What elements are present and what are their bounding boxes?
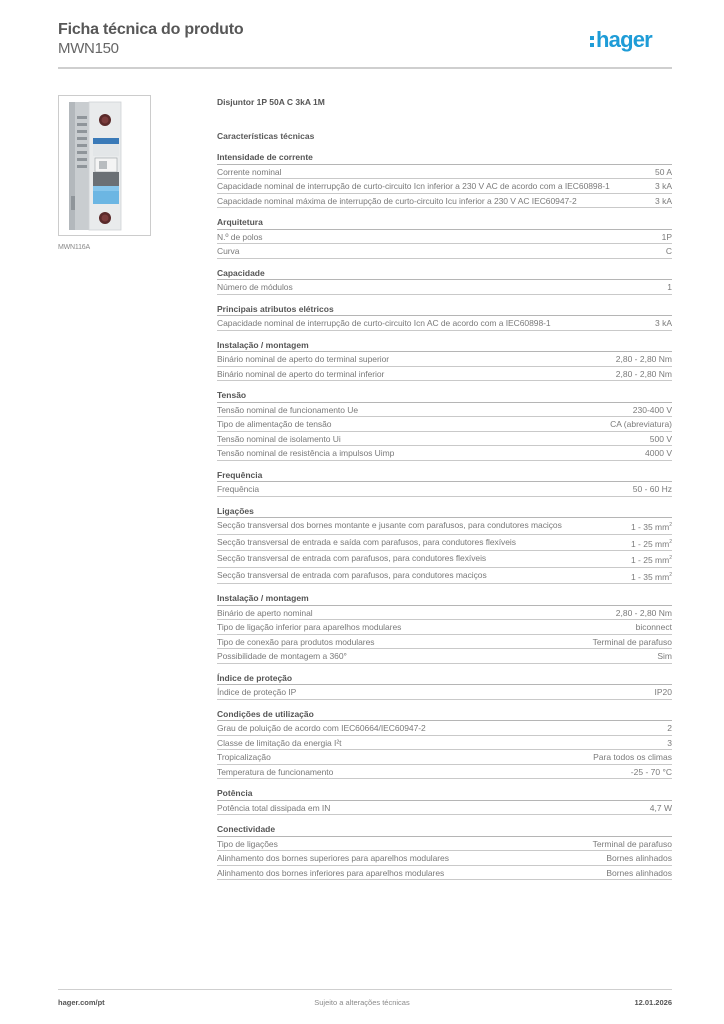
- section-heading: Frequência: [217, 470, 672, 483]
- spec-value-text: 3: [667, 737, 672, 748]
- spec-row: [217, 280, 672, 295]
- spec-row: [217, 551, 672, 568]
- spec-section: [217, 593, 672, 664]
- spec-value: [655, 196, 672, 207]
- header-divider: [58, 67, 672, 69]
- section-heading: Condições de utilização: [217, 709, 672, 722]
- spec-row: [217, 244, 672, 259]
- section-heading: Capacidade: [217, 268, 672, 281]
- spec-value-text: 3 kA: [654, 195, 672, 206]
- spec-value-text: 1 - 35 mm: [630, 522, 670, 532]
- spec-value: [631, 537, 672, 550]
- spec-row: [217, 367, 672, 382]
- spec-row: [217, 765, 672, 780]
- spec-value: [655, 167, 672, 178]
- section-heading: Índice de proteção: [217, 673, 672, 686]
- spec-label: Grau de poluição de acordo com IEC60664/IEC60947-2: [217, 723, 426, 733]
- spec-value: [631, 553, 672, 566]
- spec-label: Índice de proteção IP: [217, 687, 297, 697]
- spec-label: Corrente nominal: [217, 166, 282, 177]
- spec-row: [217, 417, 672, 432]
- spec-value-text: IP20: [654, 687, 672, 697]
- spec-row: [217, 801, 672, 816]
- spec-label: Potência total dissipada em IN: [217, 802, 331, 813]
- spec-value-superscript: 2: [669, 571, 672, 578]
- spec-value-text: 2,80 - 2,80 Nm: [615, 354, 672, 364]
- spec-row: [217, 750, 672, 765]
- spec-value-text: 2,80 - 2,80 Nm: [615, 607, 672, 618]
- spec-value-text: 4,7 W: [649, 802, 672, 813]
- spec-value: [610, 419, 672, 430]
- section-heading: Conectividade: [217, 824, 672, 837]
- spec-value-superscript: 2: [669, 555, 672, 561]
- spec-section: [217, 152, 672, 208]
- spec-value: [593, 839, 672, 850]
- spec-value: [636, 622, 672, 633]
- spec-row: [217, 165, 672, 180]
- spec-value: [631, 520, 672, 533]
- spec-row: [217, 316, 672, 331]
- image-caption: MWN116A: [58, 244, 90, 251]
- spec-value-text: 3 kA: [654, 181, 672, 191]
- section-heading: Ligações: [217, 506, 672, 519]
- product-code: MWN150: [58, 40, 119, 57]
- spec-value: [650, 434, 672, 445]
- section-heading: Potência: [217, 788, 672, 801]
- spec-value: [593, 752, 672, 763]
- section-heading: Instalação / montagem: [217, 593, 672, 606]
- spec-value-text: 1 - 25 mm: [630, 555, 670, 565]
- page-title: Ficha técnica do produto: [58, 21, 244, 38]
- spec-value-text: 4000 V: [645, 448, 672, 458]
- spec-value: [606, 868, 672, 879]
- spec-label: Classe de limitação da energia I²t: [217, 737, 342, 748]
- spec-label: Binário nominal de aperto do terminal inferior: [217, 368, 385, 379]
- spec-label: Alinhamento dos bornes superiores para aparelhos modulares: [217, 853, 449, 863]
- product-name: Disjuntor 1P 50A C 3kA 1M: [217, 97, 325, 107]
- spec-value-text: 3 kA: [654, 318, 672, 328]
- spec-row: [217, 432, 672, 447]
- spec-value-text: Sim: [657, 651, 672, 661]
- spec-row: [217, 535, 672, 552]
- footer-divider: [58, 989, 672, 990]
- spec-row: [217, 837, 672, 852]
- spec-value-text: C: [665, 246, 672, 256]
- spec-value-text: 500 V: [649, 433, 672, 444]
- section-heading: Intensidade de corrente: [217, 152, 672, 165]
- spec-row: [217, 649, 672, 664]
- spec-row: [217, 568, 672, 585]
- spec-value-text: 1 - 35 mm: [630, 571, 670, 582]
- footer-website: hager.com/pt: [58, 998, 105, 1007]
- spec-label: Tipo de conexão para produtos modulares: [217, 636, 375, 647]
- spec-label: Tipo de ligação inferior para aparelhos modulares: [217, 622, 402, 632]
- section-heading: Tensão: [217, 390, 672, 403]
- spec-row: [217, 620, 672, 635]
- spec-row: [217, 721, 672, 736]
- spec-label: Curva: [217, 246, 240, 256]
- spec-value: [662, 232, 672, 243]
- spec-section: [217, 390, 672, 461]
- spec-section: [217, 340, 672, 382]
- spec-label: Secção transversal de entrada com parafusos, para condutores maciços: [217, 569, 487, 580]
- spec-row: [217, 685, 672, 700]
- spec-row: [217, 635, 672, 650]
- spec-section: [217, 788, 672, 815]
- spec-value-text: 2,80 - 2,80 Nm: [615, 368, 672, 379]
- spec-value: [650, 803, 672, 814]
- spec-value: [667, 282, 672, 293]
- section-heading: Arquitetura: [217, 217, 672, 230]
- logo-colon-icon: [589, 31, 596, 49]
- spec-value: [655, 181, 672, 192]
- spec-value-text: Para todos os climas: [593, 752, 672, 762]
- spec-row: [217, 403, 672, 418]
- spec-label: Tensão nominal de resistência a impulsos Uimp: [217, 448, 395, 458]
- spec-label: Capacidade nominal de interrupção de curto-circuito Icn inferior a 230 V AC de acordo com a IEC60898-1: [217, 181, 610, 191]
- spec-row: [217, 230, 672, 245]
- spec-value: [616, 608, 672, 619]
- spec-value: [645, 448, 672, 459]
- spec-value: [606, 853, 672, 864]
- spec-label: Secção transversal de entrada e saída com parafusos, para condutores flexíveis: [217, 536, 516, 547]
- spec-value-text: 1: [667, 282, 672, 292]
- spec-label: Tipo de alimentação de tensão: [217, 419, 332, 429]
- spec-label: Tensão nominal de funcionamento Ue: [217, 404, 359, 415]
- spec-row: [217, 606, 672, 621]
- spec-value-text: Terminal de parafuso: [592, 636, 672, 647]
- spec-row: [217, 866, 672, 881]
- spec-value-superscript: 2: [669, 522, 672, 528]
- spec-label: Tropicalização: [217, 752, 271, 762]
- spec-row: [217, 352, 672, 367]
- spec-label: Secção transversal dos bornes montante e jusante com parafusos, para condutores maciços: [217, 520, 562, 530]
- spec-value: [633, 484, 672, 495]
- spec-row: [217, 194, 672, 209]
- section-heading: Principais atributos elétricos: [217, 304, 672, 317]
- spec-label: Frequência: [217, 484, 260, 494]
- spec-label: Número de módulos: [217, 282, 293, 292]
- spec-value: [667, 738, 672, 749]
- spec-value-text: Terminal de parafuso: [592, 838, 672, 849]
- spec-section: [217, 673, 672, 700]
- spec-value-text: 50 A: [654, 166, 672, 177]
- spec-row: [217, 446, 672, 461]
- spec-label: Alinhamento dos bornes inferiores para aparelhos modulares: [217, 867, 445, 878]
- spec-value: [616, 354, 672, 365]
- spec-value-text: 1P: [661, 231, 672, 242]
- spec-label: Binário de aperto nominal: [217, 607, 313, 618]
- spec-label: Capacidade nominal máxima de interrupção de curto-circuito Icu inferior a 230 V AC IEC60947-2: [217, 195, 577, 206]
- spec-label: N.º de polos: [217, 231, 263, 242]
- spec-value-text: Bornes alinhados: [606, 867, 672, 878]
- logo-text: hager: [596, 27, 652, 52]
- footer-disclaimer: Sujeito a alterações técnicas: [314, 998, 410, 1007]
- spec-section: [217, 217, 672, 259]
- spec-value: [633, 405, 672, 416]
- spec-value: [657, 651, 672, 662]
- spec-value-text: 2: [667, 723, 672, 733]
- spec-row: [217, 179, 672, 194]
- spec-label: Tipo de ligações: [217, 838, 278, 849]
- spec-row: [217, 851, 672, 866]
- characteristics-title: Características técnicas: [217, 131, 315, 141]
- spec-row: [217, 518, 672, 535]
- spec-value: [666, 246, 672, 257]
- spec-value-text: -25 - 70 °C: [630, 766, 672, 777]
- spec-value: [655, 318, 672, 329]
- spec-value: [667, 723, 672, 734]
- spec-value: [631, 767, 672, 778]
- footer-date: 12.01.2026: [634, 998, 672, 1007]
- spec-value-text: 50 - 60 Hz: [632, 484, 672, 494]
- spec-content: [217, 96, 672, 889]
- spec-label: Possibilidade de montagem a 360°: [217, 651, 347, 661]
- section-heading: Instalação / montagem: [217, 340, 672, 353]
- spec-section: [217, 506, 672, 585]
- spec-value-superscript: 2: [669, 538, 672, 545]
- spec-value-text: 230-400 V: [632, 404, 672, 415]
- spec-label: Capacidade nominal de interrupção de curto-circuito Icn AC de acordo com a IEC60898-1: [217, 318, 551, 328]
- spec-value-text: biconnect: [635, 622, 672, 632]
- spec-sections: [217, 152, 672, 880]
- hager-logo: [589, 27, 652, 53]
- spec-section: [217, 709, 672, 780]
- product-image: [58, 95, 151, 236]
- spec-label: Temperatura de funcionamento: [217, 766, 334, 777]
- spec-section: [217, 304, 672, 331]
- spec-value: [616, 369, 672, 380]
- spec-section: [217, 470, 672, 497]
- spec-label: Binário nominal de aperto do terminal superior: [217, 354, 390, 364]
- spec-label: Tensão nominal de isolamento Ui: [217, 433, 341, 444]
- spec-value: [593, 637, 672, 648]
- circuit-breaker-icon: [59, 96, 150, 235]
- spec-label: Secção transversal de entrada com parafusos, para condutores flexíveis: [217, 553, 487, 563]
- spec-row: [217, 736, 672, 751]
- spec-section: [217, 824, 672, 880]
- spec-value-text: Bornes alinhados: [606, 853, 672, 863]
- spec-value: [631, 570, 672, 583]
- spec-value-text: 1 - 25 mm: [630, 538, 670, 549]
- spec-section: [217, 268, 672, 295]
- spec-value-text: CA (abreviatura): [610, 419, 672, 429]
- spec-row: [217, 482, 672, 497]
- spec-value: [655, 687, 673, 698]
